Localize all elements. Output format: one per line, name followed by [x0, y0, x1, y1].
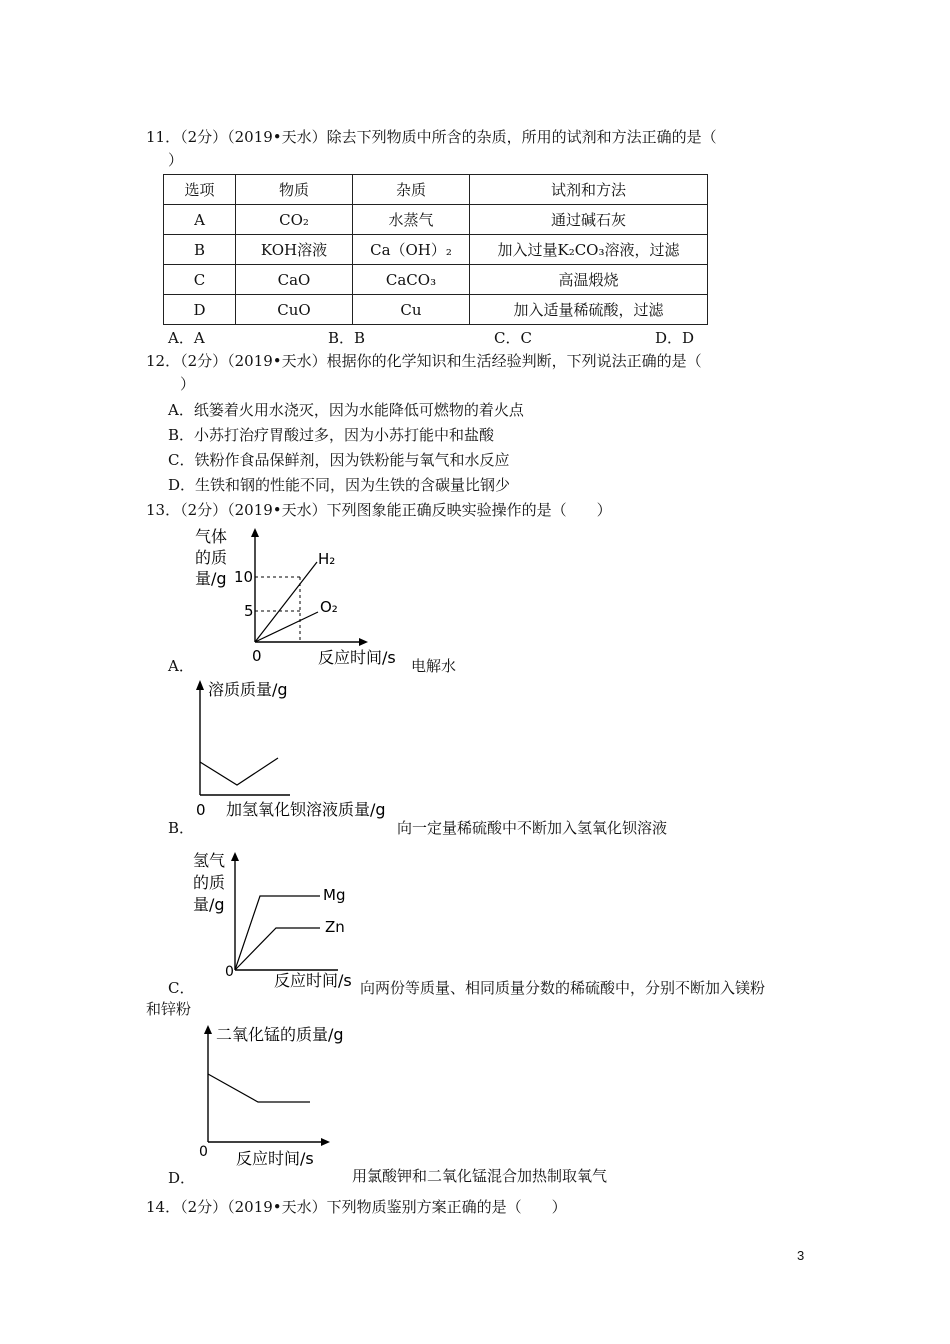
table-cell: 加入过量K₂CO₃溶液，过滤: [470, 235, 708, 265]
table-cell: D: [164, 295, 236, 325]
origin-label: 0: [225, 964, 234, 980]
xlabel: 反应时间/s: [274, 971, 352, 990]
q13-stem: 13．（2分）（2019•天水）下列图象能正确反映实验操作的是（ ）: [146, 501, 612, 519]
table-cell: CaCO₃: [353, 265, 470, 295]
table-row: [164, 235, 708, 265]
q13-option-b-letter: B．: [168, 819, 195, 837]
q11-table: [163, 174, 708, 325]
series-line: [208, 1074, 310, 1102]
x-axis-arrow: [359, 638, 368, 646]
xlabel: 反应时间/s: [236, 1149, 314, 1168]
q12-stem-line2: ）: [180, 375, 196, 393]
q12-option-b: B．小苏打治疗胃酸过多，因为小苏打能中和盐酸: [168, 426, 495, 444]
q13-option-a-caption: 电解水: [411, 657, 457, 675]
table-header-row: [164, 175, 708, 205]
table-cell: 水蒸气: [353, 205, 470, 235]
y-axis-arrow: [196, 680, 204, 690]
q11-choice-c: C．C: [494, 329, 532, 347]
ylabel: 溶质质量/g: [208, 680, 288, 699]
table-cell: Ca（OH）₂: [353, 235, 470, 265]
page-number: 3: [797, 1248, 805, 1263]
table-header: 选项: [164, 175, 236, 205]
series-label-h2: H₂: [318, 550, 336, 568]
q14-stem: 14．（2分）（2019•天水）下列物质鉴别方案正确的是（ ）: [146, 1198, 567, 1216]
table-cell: CO₂: [236, 205, 353, 235]
series-label-mg: Mg: [323, 886, 346, 904]
xlabel: 反应时间/s: [318, 648, 396, 667]
q12-option-a: A．纸篓着火用水浇灭，因为水能降低可燃物的着火点: [168, 401, 524, 419]
ylabel-line: 气体: [195, 527, 228, 546]
q11-stem-line1: 11．（2分）（2019•天水）除去下列物质中所含的杂质，所用的试剂和方法正确的是（: [146, 128, 717, 146]
origin-label: 0: [252, 647, 262, 665]
graph-c: [190, 848, 360, 996]
table-row: [164, 295, 708, 325]
q11-choice-a: A．A: [168, 329, 205, 347]
y-axis-arrow: [251, 528, 259, 537]
q11-choice-b: B．B: [328, 329, 366, 347]
q13-option-c-caption-line1: 向两份等质量、相同质量分数的稀硫酸中，分别不断加入镁粉: [360, 979, 766, 997]
origin-label: 0: [199, 1144, 208, 1160]
table-cell: 通过碱石灰: [470, 205, 708, 235]
q11-choice-d: D．D: [655, 329, 695, 347]
ytick-label: 5: [244, 602, 254, 620]
series-line-zn: [235, 928, 320, 970]
ylabel-line: 量/g: [195, 569, 227, 588]
ylabel-line: 氢气: [193, 851, 226, 870]
series-label-zn: Zn: [325, 918, 345, 936]
table-row: [164, 265, 708, 295]
table-cell: 加入适量稀硫酸，过滤: [470, 295, 708, 325]
table-cell: B: [164, 235, 236, 265]
ylabel-line: 量/g: [193, 895, 225, 914]
q13-option-d-letter: D．: [168, 1169, 196, 1187]
xlabel: 加氢氧化钡溶液质量/g: [226, 800, 386, 819]
ylabel-line: 的质: [195, 548, 228, 567]
y-axis-arrow: [204, 1025, 212, 1034]
origin-label: 0: [196, 801, 206, 819]
ytick-label: 10: [234, 568, 254, 586]
q13-option-d-caption: 用氯酸钾和二氧化锰混合加热制取氧气: [352, 1167, 608, 1185]
table-cell: C: [164, 265, 236, 295]
ylabel-line: 的质: [193, 873, 226, 892]
series-line-h2: [255, 562, 317, 642]
q13-option-c-caption-line2: 和锌粉: [146, 1000, 192, 1018]
q13-option-b-caption: 向一定量稀硫酸中不断加入氢氧化钡溶液: [397, 819, 668, 837]
table-cell: 高温煅烧: [470, 265, 708, 295]
table-row: [164, 205, 708, 235]
q11-stem-line2: ）: [168, 151, 184, 169]
table-cell: CuO: [236, 295, 353, 325]
table-header: 物质: [236, 175, 353, 205]
graph-a: [190, 524, 420, 670]
y-axis-arrow: [231, 852, 239, 861]
table-cell: A: [164, 205, 236, 235]
ylabel: 二氧化锰的质量/g: [216, 1025, 344, 1044]
table-header: 杂质: [353, 175, 470, 205]
table-cell: Cu: [353, 295, 470, 325]
series-line-mg: [235, 896, 320, 970]
q13-option-c-letter: C．: [168, 979, 195, 997]
series-line-o2: [255, 612, 318, 642]
q12-stem-line1: 12．（2分）（2019•天水）根据你的化学知识和生活经验判断，下列说法正确的是（: [146, 352, 702, 370]
q12-option-c: C．铁粉作食品保鲜剂，因为铁粉能与氧气和水反应: [168, 451, 510, 469]
q13-option-a-letter: A．: [168, 657, 194, 675]
table-cell: KOH溶液: [236, 235, 353, 265]
graph-d: [190, 1020, 360, 1170]
table-header: 试剂和方法: [470, 175, 708, 205]
series-line: [200, 758, 278, 785]
q12-option-d: D．生铁和钢的性能不同，因为生铁的含碳量比钢少: [168, 476, 511, 494]
graph-b: [190, 675, 410, 825]
series-label-o2: O₂: [320, 598, 338, 616]
table-cell: CaO: [236, 265, 353, 295]
x-axis-arrow: [321, 1138, 330, 1146]
